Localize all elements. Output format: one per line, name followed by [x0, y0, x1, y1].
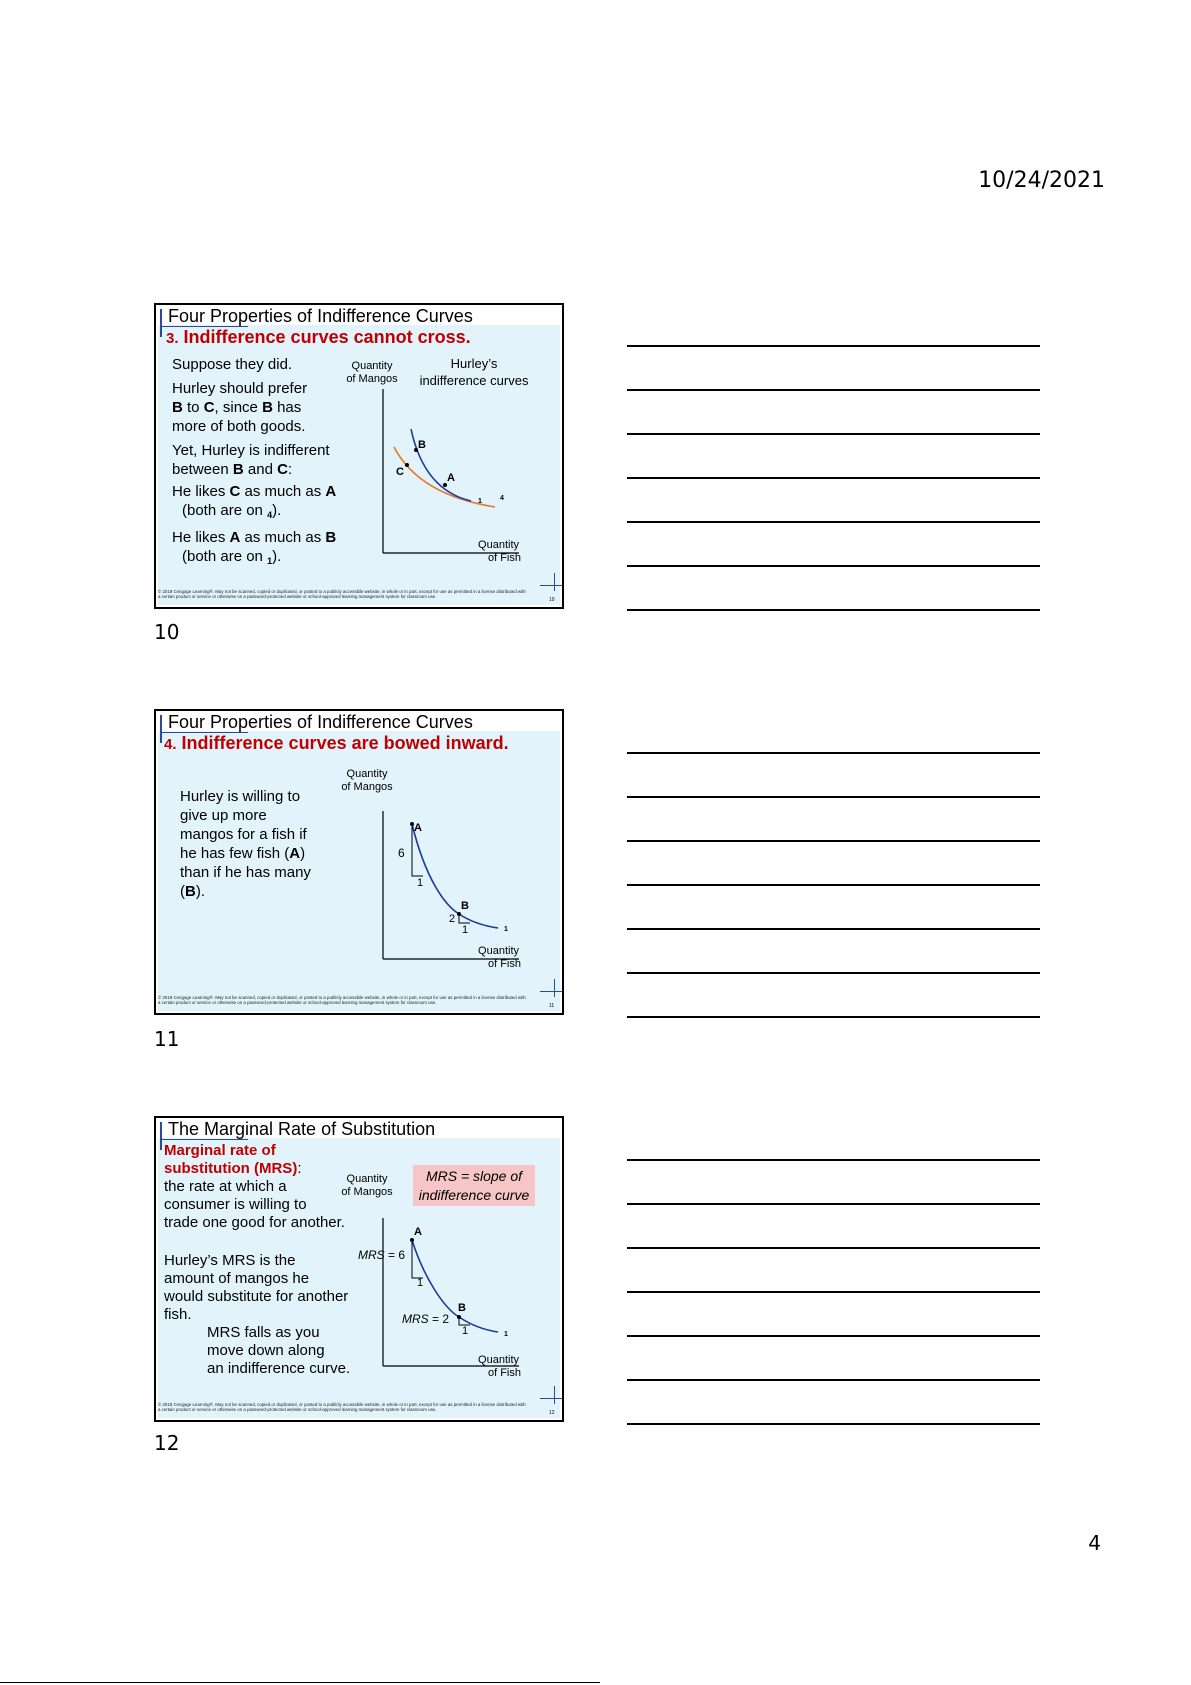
point-b-label: B — [458, 1302, 466, 1314]
y-axis-label-line1: Quantity — [346, 1173, 388, 1185]
x-axis-label-line2: of Fish — [487, 552, 521, 564]
notes-line — [627, 345, 1040, 347]
notes-line — [627, 972, 1040, 974]
indifference-curves-crossing-chart — [156, 305, 564, 609]
slide-number: 10 — [549, 597, 555, 603]
run-a-label: 1 — [417, 1277, 424, 1289]
copyright-notice: © 2018 Cengage Learning®. May not be scanned, copied or duplicated, or posted to a publicly accessible website, in whole or in part, except for use as permitted in a license distributed with a certain product or service or otherwise on a password-protected website or school-approved learning management system for classroom use. — [158, 1402, 526, 1413]
point-a-marker — [410, 1238, 414, 1242]
chart-title-line1: Hurley’s — [450, 356, 498, 371]
notes-line — [627, 1247, 1040, 1249]
corner-accent-h — [540, 585, 564, 586]
curve-1-label: 1 — [478, 498, 482, 505]
notes-line — [627, 1291, 1040, 1293]
notes-line — [627, 752, 1040, 754]
notes-line — [627, 884, 1040, 886]
notes-line — [627, 1203, 1040, 1205]
x-axis-label-line1: Quantity — [478, 539, 519, 551]
notes-line — [627, 609, 1040, 611]
point-c-label: C — [396, 466, 404, 478]
notes-line — [627, 928, 1040, 930]
corner-accent-v — [554, 1386, 555, 1404]
y-axis-label-line2: of Mangos — [341, 1186, 393, 1198]
run-b-label: 1 — [462, 924, 469, 936]
point-a-label: A — [447, 472, 455, 484]
mrs-a-annotation: MRS = 6 — [358, 1248, 406, 1262]
point-b-label: B — [461, 900, 469, 912]
slide-label-10: 10 — [154, 620, 180, 644]
rise-b-label: 2 — [449, 913, 456, 925]
notes-line — [627, 1335, 1040, 1337]
page-number: 4 — [1088, 1531, 1101, 1555]
mrs-chart — [156, 1118, 564, 1422]
point-a-label: A — [414, 822, 422, 834]
y-axis-label-line1: Quantity — [351, 360, 393, 372]
notes-line — [627, 1423, 1040, 1425]
notes-line — [627, 477, 1040, 479]
bowed-inward-chart — [156, 711, 564, 1015]
corner-accent-h — [540, 1398, 564, 1399]
corner-accent-v — [554, 979, 555, 997]
notes-line — [627, 433, 1040, 435]
mrs-b-annotation: MRS = 2 — [402, 1312, 450, 1326]
rise-a-label: 6 — [398, 846, 405, 860]
slide-label-12: 12 — [154, 1431, 180, 1455]
slide-body-text: Suppose they did. Hurley should prefer B to C, since B has more of both goods. Yet, Hurley is indifferent between B and C: He likes C as much as A (both are on $_4$). He likes A as much as B (both are on $_1$). — [172, 356, 337, 566]
notes-line — [627, 389, 1040, 391]
x-axis-label-line1: Quantity — [478, 945, 519, 957]
slide-title: Four Properties of Indifference Curves — [168, 306, 473, 326]
notes-line — [627, 796, 1040, 798]
x-axis-label-line2: of Fish — [487, 1367, 521, 1379]
slide-11 — [154, 709, 564, 1015]
mrs-definition-box: MRS = slope of indifference curve — [413, 1165, 535, 1206]
slide-title: Four Properties of Indifference Curves — [168, 712, 473, 732]
y-axis-label-line1: Quantity — [346, 768, 388, 780]
slide-body-text: Marginal rate of substitution (MRS): the rate at which a consumer is willing to trade one good for another. Hurley’s MRS is the amount of mangos he would substitute for another fish. MRS falls as you move down along an indifference curve. — [164, 1142, 351, 1377]
page-date: 10/24/2021 — [978, 168, 1105, 193]
point-b-marker — [457, 912, 461, 916]
slide-label-11: 11 — [154, 1027, 180, 1051]
copyright-notice: © 2018 Cengage Learning®. May not be scanned, copied or duplicated, or posted to a publicly accessible website, in whole or in part, except for use as permitted in a license distributed with a certain product or service or otherwise on a password-protected website or school-approved learning management system for classroom use. — [158, 589, 526, 600]
slide-heading: 3. Indifference curves cannot cross. — [166, 327, 471, 347]
slide-heading: 4. Indifference curves are bowed inward. — [164, 733, 509, 753]
point-b-marker — [457, 1315, 461, 1319]
y-axis-label-line2: of Mangos — [341, 781, 393, 793]
corner-accent-v — [554, 573, 555, 591]
notes-line — [627, 840, 1040, 842]
notes-line — [627, 565, 1040, 567]
corner-accent-h — [540, 991, 564, 992]
notes-line — [627, 1016, 1040, 1018]
slide-number: 12 — [549, 1410, 555, 1416]
point-c-marker — [405, 463, 409, 467]
slide-number: 11 — [549, 1003, 555, 1009]
curve-4-label: 4 — [500, 495, 504, 502]
slide-10 — [154, 303, 564, 609]
slide-title: The Marginal Rate of Substitution — [168, 1119, 436, 1139]
run-b-label: 1 — [462, 1325, 469, 1337]
x-axis-label-line2: of Fish — [487, 958, 521, 970]
y-axis-label-line2: of Mangos — [346, 373, 398, 385]
slide-12 — [154, 1116, 564, 1422]
notes-line — [627, 1159, 1040, 1161]
chart-title-line2: indifference curves — [419, 373, 529, 388]
curve-1-label: 1 — [504, 926, 508, 933]
notes-line — [627, 521, 1040, 523]
footer-rule — [0, 1682, 600, 1683]
copyright-notice: © 2018 Cengage Learning®. May not be scanned, copied or duplicated, or posted to a publicly accessible website, in whole or in part, except for use as permitted in a license distributed with a certain product or service or otherwise on a password-protected website or school-approved learning management system for classroom use. — [158, 995, 526, 1006]
point-b-label: B — [418, 439, 426, 451]
run-a-label: 1 — [417, 877, 424, 889]
slide-body-text: Hurley is willing to give up more mangos for a fish if he has few fish (A) than if he has many (B). — [180, 788, 311, 900]
curve-1-label: 1 — [504, 1331, 508, 1338]
point-a-label: A — [414, 1226, 422, 1238]
x-axis-label-line1: Quantity — [478, 1354, 519, 1366]
notes-line — [627, 1379, 1040, 1381]
